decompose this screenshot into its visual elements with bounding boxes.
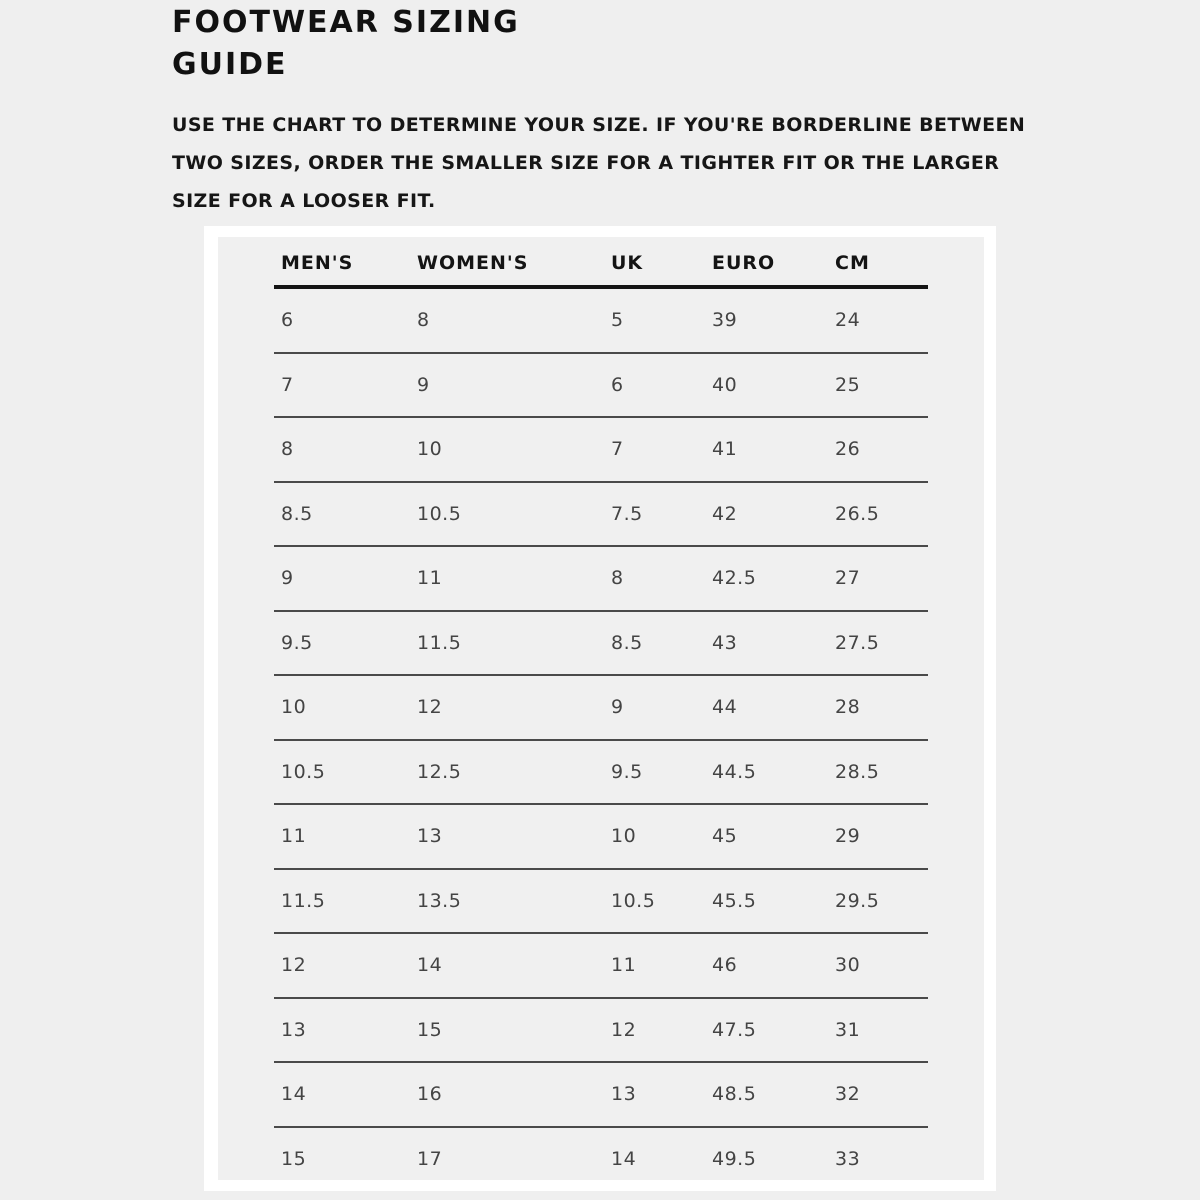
- cell-mens-size: 11.5: [281, 889, 326, 912]
- table-row: [274, 289, 928, 354]
- cell-uk-size: 12: [611, 1018, 637, 1041]
- cell-euro-size: 46: [712, 954, 738, 977]
- cell-mens-size: 9.5: [281, 631, 313, 654]
- cell-euro-size: 44.5: [712, 760, 757, 783]
- cell-womens-size: 14: [417, 954, 443, 977]
- cell-mens-size: 10: [281, 696, 307, 719]
- table-row: [274, 483, 928, 548]
- table-row: [274, 418, 928, 483]
- cell-uk-size: 8: [611, 567, 624, 590]
- cell-mens-size: 10.5: [281, 760, 326, 783]
- cell-mens-size: 8: [281, 438, 294, 461]
- cell-cm-length: 26.5: [835, 502, 880, 525]
- cell-cm-length: 33: [835, 1147, 861, 1170]
- cell-uk-size: 7.5: [611, 502, 643, 525]
- cell-womens-size: 11: [417, 567, 443, 590]
- cell-womens-size: 12.5: [417, 760, 462, 783]
- cell-euro-size: 42: [712, 502, 738, 525]
- cell-uk-size: 5: [611, 309, 624, 332]
- size-chart-table: [274, 237, 928, 1190]
- cell-cm-length: 29: [835, 825, 861, 848]
- column-header-uk: UK: [611, 252, 644, 274]
- cell-mens-size: 14: [281, 1083, 307, 1106]
- cell-uk-size: 9.5: [611, 760, 643, 783]
- cell-cm-length: 25: [835, 373, 861, 396]
- column-header-euro: EURO: [712, 252, 776, 274]
- table-row: [274, 1128, 928, 1191]
- cell-cm-length: 28.5: [835, 760, 880, 783]
- cell-uk-size: 9: [611, 696, 624, 719]
- cell-cm-length: 30: [835, 954, 861, 977]
- table-header-row: [274, 237, 928, 289]
- table-row: [274, 741, 928, 806]
- cell-uk-size: 8.5: [611, 631, 643, 654]
- table-row: [274, 354, 928, 419]
- cell-cm-length: 31: [835, 1018, 861, 1041]
- cell-euro-size: 43: [712, 631, 738, 654]
- cell-uk-size: 13: [611, 1083, 637, 1106]
- cell-uk-size: 14: [611, 1147, 637, 1170]
- cell-euro-size: 45: [712, 825, 738, 848]
- cell-womens-size: 10.5: [417, 502, 462, 525]
- table-row: [274, 612, 928, 677]
- cell-euro-size: 42.5: [712, 567, 757, 590]
- cell-mens-size: 12: [281, 954, 307, 977]
- cell-womens-size: 8: [417, 309, 430, 332]
- cell-womens-size: 11.5: [417, 631, 462, 654]
- size-chart-frame: [204, 226, 996, 1191]
- cell-uk-size: 11: [611, 954, 637, 977]
- cell-euro-size: 40: [712, 373, 738, 396]
- cell-cm-length: 26: [835, 438, 861, 461]
- cell-mens-size: 6: [281, 309, 294, 332]
- cell-womens-size: 13: [417, 825, 443, 848]
- cell-womens-size: 15: [417, 1018, 443, 1041]
- cell-euro-size: 47.5: [712, 1018, 757, 1041]
- size-chart-card: [218, 237, 984, 1180]
- cell-euro-size: 39: [712, 309, 738, 332]
- column-header-mens: MEN'S: [281, 252, 354, 274]
- cell-mens-size: 11: [281, 825, 307, 848]
- cell-cm-length: 24: [835, 309, 861, 332]
- table-body: [274, 289, 928, 1190]
- cell-womens-size: 12: [417, 696, 443, 719]
- cell-uk-size: 6: [611, 373, 624, 396]
- cell-womens-size: 10: [417, 438, 443, 461]
- cell-womens-size: 17: [417, 1147, 443, 1170]
- cell-uk-size: 7: [611, 438, 624, 461]
- cell-womens-size: 9: [417, 373, 430, 396]
- cell-cm-length: 27: [835, 567, 861, 590]
- cell-euro-size: 49.5: [712, 1147, 757, 1170]
- table-row: [274, 676, 928, 741]
- cell-mens-size: 8.5: [281, 502, 313, 525]
- table-row: [274, 1063, 928, 1128]
- table-row: [274, 999, 928, 1064]
- cell-mens-size: 7: [281, 373, 294, 396]
- cell-cm-length: 32: [835, 1083, 861, 1106]
- cell-euro-size: 45.5: [712, 889, 757, 912]
- cell-euro-size: 44: [712, 696, 738, 719]
- cell-uk-size: 10.5: [611, 889, 656, 912]
- table-row: [274, 805, 928, 870]
- cell-womens-size: 16: [417, 1083, 443, 1106]
- sizing-instructions: USE THE CHART TO DETERMINE YOUR SIZE. IF YOU'RE BORDERLINE BETWEEN TWO SIZES, ORDER THE SMALLER SIZE FOR A TIGHTER FIT OR THE LARGER SIZE FOR A LOOSER FIT.: [172, 114, 1026, 212]
- table-row: [274, 870, 928, 935]
- page-title: FOOTWEAR SIZING GUIDE: [172, 5, 520, 82]
- cell-cm-length: 29.5: [835, 889, 880, 912]
- cell-euro-size: 41: [712, 438, 738, 461]
- cell-mens-size: 15: [281, 1147, 307, 1170]
- column-header-cm: CM: [835, 252, 870, 274]
- cell-uk-size: 10: [611, 825, 637, 848]
- table-row: [274, 934, 928, 999]
- cell-cm-length: 27.5: [835, 631, 880, 654]
- cell-cm-length: 28: [835, 696, 861, 719]
- cell-womens-size: 13.5: [417, 889, 462, 912]
- cell-mens-size: 9: [281, 567, 294, 590]
- cell-euro-size: 48.5: [712, 1083, 757, 1106]
- table-row: [274, 547, 928, 612]
- column-header-womens: WOMEN'S: [417, 252, 529, 274]
- cell-mens-size: 13: [281, 1018, 307, 1041]
